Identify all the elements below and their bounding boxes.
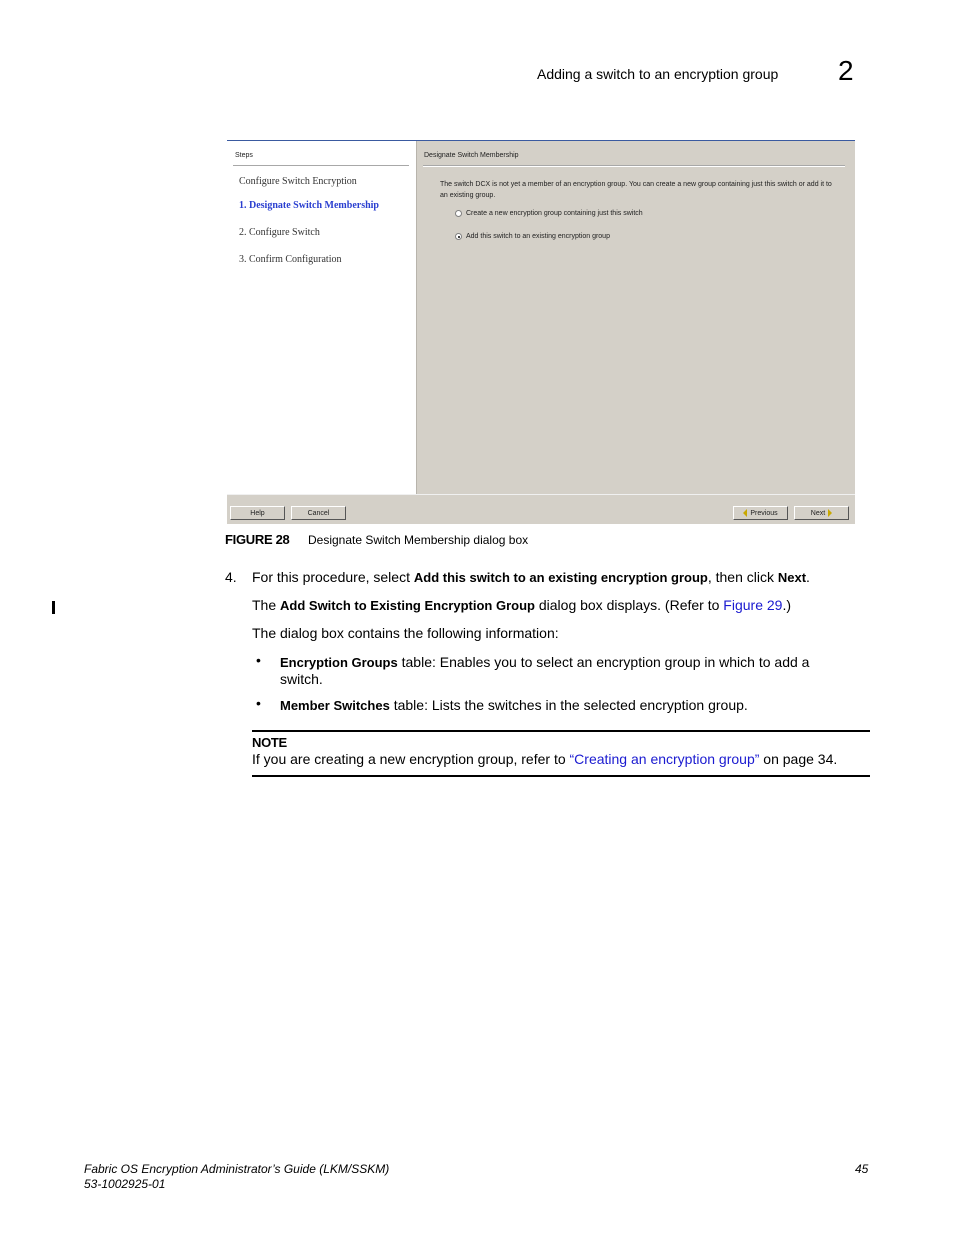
step-number: 4.	[225, 569, 237, 585]
note-top-rule	[252, 730, 870, 732]
cancel-button-label: Cancel	[307, 509, 330, 517]
help-button-label: Help	[250, 509, 265, 517]
step-designate-switch-membership: 1. Designate Switch Membership	[239, 200, 379, 211]
content-heading: Designate Switch Membership	[424, 152, 519, 159]
dialog-button-bar	[227, 494, 855, 524]
bullet-icon: •	[256, 695, 261, 711]
change-bar	[52, 601, 55, 614]
steps-heading: Steps	[235, 152, 253, 159]
radio-selected-icon[interactable]	[455, 233, 462, 240]
bullet-term: Member Switches	[280, 698, 390, 713]
next-button[interactable]	[794, 506, 849, 520]
creating-encryption-group-link[interactable]: “Creating an encryption group”	[569, 751, 760, 767]
info-intro-paragraph: The dialog box contains the following information:	[252, 625, 559, 641]
step-configure-switch: 2. Configure Switch	[239, 227, 320, 238]
footer-title: Fabric OS Encryption Administrator’s Guide (LKM/SSKM)	[84, 1162, 390, 1176]
chapter-number: 2	[838, 55, 854, 86]
step-4-end: .	[806, 569, 810, 585]
para1-dialog-name: Add Switch to Existing Encryption Group	[280, 598, 535, 613]
step-configure-switch-encryption: Configure Switch Encryption	[239, 176, 357, 187]
previous-button-label: Previous	[750, 509, 778, 517]
step-4-pre: For this procedure, select	[252, 569, 414, 585]
option-create-new-group[interactable]	[455, 210, 643, 217]
bullet-member-switches	[280, 697, 850, 714]
para1-end: .)	[782, 597, 792, 613]
step-confirm-configuration: 3. Confirm Configuration	[239, 254, 342, 265]
option-label: Create a new encryption group containing just this switch	[466, 210, 643, 217]
dialog-screenshot	[227, 140, 855, 524]
para1-mid: dialog box displays. (Refer to	[534, 597, 724, 613]
option-label: Add this switch to an existing encryption group	[466, 233, 610, 240]
arrow-right-icon	[828, 509, 832, 517]
radio-unselected-icon[interactable]	[455, 210, 462, 217]
steps-divider	[233, 165, 409, 166]
note-pre: If you are creating a new encryption group, refer to	[252, 751, 570, 767]
page-number: 45	[855, 1162, 869, 1176]
step-4-text	[252, 569, 810, 586]
bullet-text: table: Enables you to select an encryption group in which to add a switch.	[280, 654, 810, 687]
bullet-term: Encryption Groups	[280, 655, 398, 670]
previous-button[interactable]	[733, 506, 788, 520]
cancel-button[interactable]	[291, 506, 346, 520]
note-bottom-rule	[252, 775, 870, 777]
running-header-title: Adding a switch to an encryption group	[537, 66, 779, 82]
content-divider	[423, 165, 845, 167]
bullet-text: table: Lists the switches in the selected encryption group.	[389, 697, 748, 713]
content-pane	[417, 141, 855, 494]
bullet-icon: •	[256, 652, 261, 668]
note-post: on page 34.	[759, 751, 838, 767]
step-4-next: Next	[777, 570, 807, 585]
bullet-encryption-groups	[280, 654, 850, 688]
step-4-option: Add this switch to an existing encryption group	[413, 570, 708, 585]
arrow-left-icon	[743, 509, 747, 517]
help-button[interactable]	[230, 506, 285, 520]
para1-pre: The	[252, 597, 281, 613]
figure-29-link[interactable]: Figure 29	[723, 597, 783, 613]
note-label: NOTE	[252, 735, 287, 750]
option-add-to-existing-group[interactable]	[455, 233, 610, 240]
dialog-displays-paragraph	[252, 597, 791, 614]
figure-caption: Designate Switch Membership dialog box	[308, 533, 529, 547]
footer-part-number: 53-1002925-01	[84, 1177, 166, 1191]
step-4-mid: , then click	[707, 569, 778, 585]
next-button-label: Next	[810, 509, 826, 517]
figure-label: FIGURE 28	[225, 532, 290, 547]
note-text	[252, 751, 837, 768]
steps-pane	[227, 141, 417, 494]
membership-description: The switch DCX is not yet a member of an encryption group. You can create a new group containing just this switch or add it to an existing group.	[440, 181, 832, 199]
